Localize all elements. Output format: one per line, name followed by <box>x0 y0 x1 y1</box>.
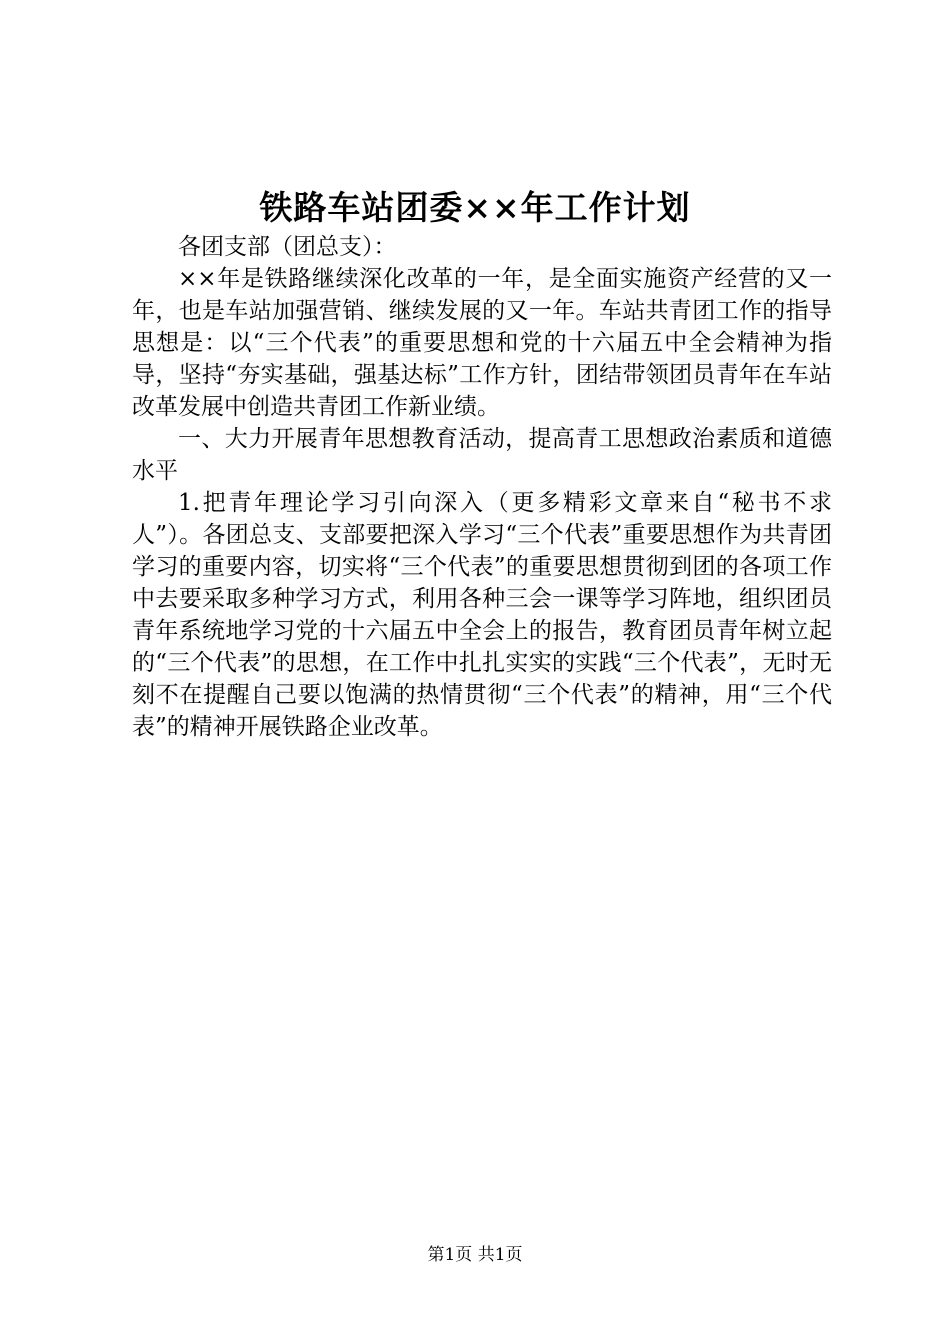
document-title: 铁路车站团委××年工作计划 <box>259 188 691 227</box>
page-footer: 第1页 共1页 <box>427 1245 523 1265</box>
document-body <box>132 231 832 743</box>
item-1-paragraph: 1.把青年理论学习引向深入（更多精彩文章来自“秘书不求人”）。各团总支、支部要把深入学习“三个代表”重要思想作为共青团学习的重要内容，切实将“三个代表”的重要思想贯彻到团的各项工作中去要采取多种学习方式，利用各种三会一课等学习阵地，组织团员青年系统地学习党的十六届五中全会上的报告，教育团员青年树立起的“三个代表”的思想，在工作中扎扎实实的实践“三个代表”，无时无刻不在提醒自己要以饱满的热情贯彻“三个代表”的精神，用“三个代表”的精神开展铁路企业改革。 <box>132 490 832 740</box>
salutation-paragraph: 各团支部（团总支）： <box>178 234 397 260</box>
guiding-ideology-paragraph: ××年是铁路继续深化改革的一年，是全面实施资产经营的又一年，也是车站加强营销、继续发展的又一年。车站共青团工作的指导思想是：以“三个代表”的重要思想和党的十六届五中全会精神为指导，坚持“夯实基础，强基达标”工作方针，团结带领团员青年在车站改革发展中创造共青团工作新业绩。 <box>132 266 832 420</box>
section-heading-1: 一、大力开展青年思想教育活动，提高青工思想政治素质和道德水平 <box>132 426 832 484</box>
